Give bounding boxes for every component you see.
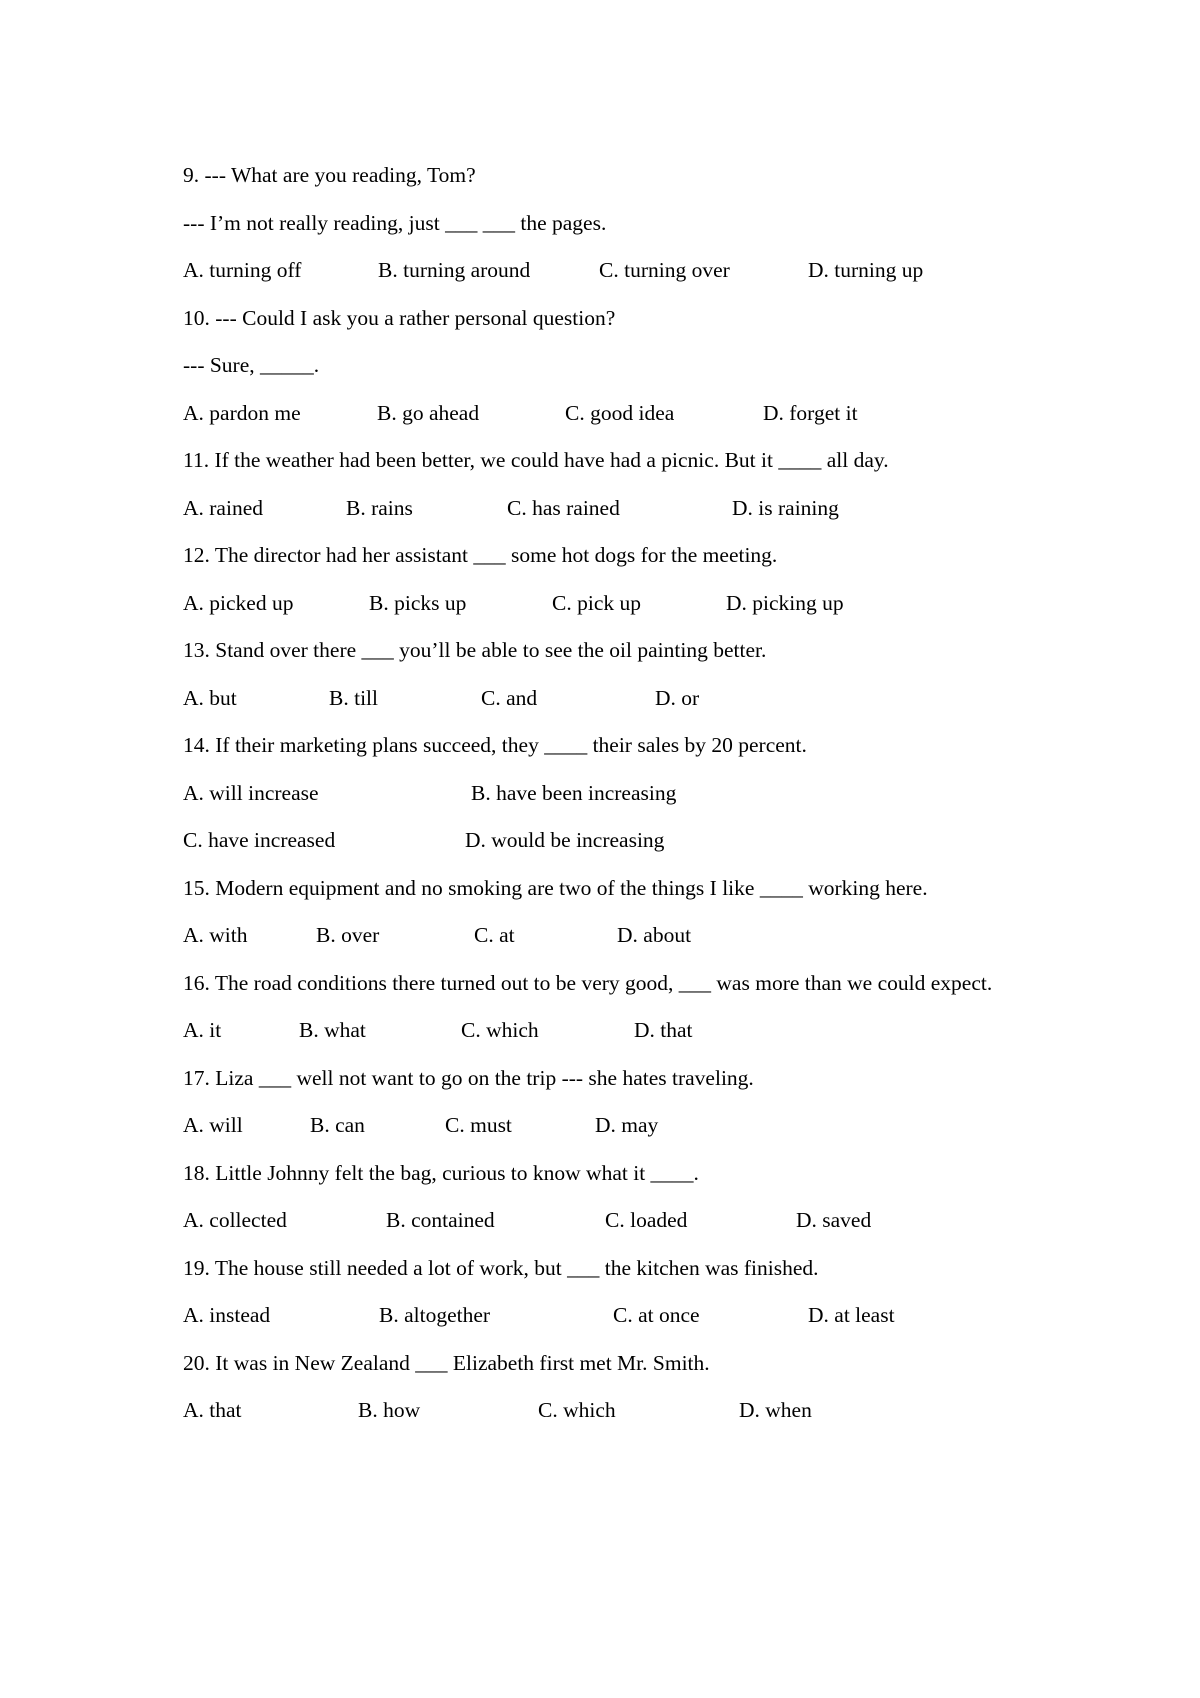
question-18-stem: 18. Little Johnny felt the bag, curious to know what it ____. [183, 1160, 699, 1185]
question-12-stem: 12. The director had her assistant ___ some hot dogs for the meeting. [183, 543, 778, 567]
option-d: D. may [595, 1113, 659, 1137]
option-b: B. altogether [379, 1303, 491, 1327]
question-19-options [183, 1292, 1027, 1340]
option-d: D. or [655, 685, 700, 710]
exam-page [183, 152, 1027, 1435]
question-19-stem: 19. The house still needed a lot of work, but ___ the kitchen was finished. [183, 1255, 819, 1280]
question-13-options [183, 675, 1027, 723]
option-c: C. loaded [605, 1208, 688, 1232]
option-a: A. instead [183, 1303, 271, 1327]
option-d: D. when [739, 1398, 812, 1422]
option-a: A. but [183, 685, 237, 710]
option-b: B. picks up [369, 590, 467, 615]
option-c: C. have increased [183, 828, 336, 852]
option-c: C. good idea [565, 400, 675, 425]
option-b: B. turning around [378, 258, 531, 282]
option-b: B. have been increasing [471, 780, 677, 805]
option-a: A. will [183, 1113, 243, 1137]
question-16-stem: 16. The road conditions there turned out to be very good, ___ was more than we could expect. [183, 970, 993, 995]
question-20-options [183, 1387, 1027, 1435]
question-12-options [183, 580, 1027, 628]
question-9-stem-reply: --- I’m not really reading, just ___ ___ the pages. [183, 210, 607, 235]
question-18-options [183, 1197, 1027, 1245]
question-13-stem: 13. Stand over there ___ you’ll be able to see the oil painting better. [183, 638, 767, 662]
option-a: A. will increase [183, 780, 319, 805]
option-c: C. must [445, 1113, 512, 1137]
option-a: A. that [183, 1398, 242, 1422]
option-a: A. rained [183, 495, 263, 520]
question-10-options [183, 390, 1027, 438]
option-b: B. rains [346, 495, 413, 520]
option-c: C. and [481, 685, 538, 710]
question-17-stem: 17. Liza ___ well not want to go on the trip --- she hates traveling. [183, 1065, 754, 1090]
option-b: B. over [316, 923, 380, 947]
option-a: A. with [183, 923, 248, 947]
question-14-stem: 14. If their marketing plans succeed, they ____ their sales by 20 percent. [183, 733, 807, 757]
option-b: B. what [299, 1018, 366, 1042]
question-10-stem-reply: --- Sure, _____. [183, 353, 320, 377]
option-c: C. turning over [599, 258, 730, 282]
option-b: B. till [329, 685, 378, 710]
question-11-options [183, 485, 1027, 533]
question-17-options [183, 1102, 1027, 1150]
question-9-stem: 9. --- What are you reading, Tom? [183, 163, 476, 187]
option-a: A. picked up [183, 590, 294, 615]
question-20-stem: 20. It was in New Zealand ___ Elizabeth first met Mr. Smith. [183, 1350, 710, 1375]
option-a: A. collected [183, 1208, 287, 1232]
option-d: D. about [617, 923, 692, 947]
option-a: A. turning off [183, 258, 302, 282]
option-c: C. at once [613, 1303, 700, 1327]
option-b: B. how [358, 1398, 421, 1422]
option-b: B. go ahead [377, 400, 480, 425]
option-a: A. it [183, 1018, 222, 1042]
question-9-options [183, 247, 1027, 295]
question-15-options [183, 912, 1027, 960]
question-11-stem: 11. If the weather had been better, we could have had a picnic. But it ____ all day. [183, 448, 889, 472]
option-a: A. pardon me [183, 400, 301, 425]
option-d: D. turning up [808, 258, 924, 282]
option-d: D. saved [796, 1208, 872, 1232]
option-d: D. is raining [732, 495, 839, 520]
question-10-stem: 10. --- Could I ask you a rather personal question? [183, 305, 616, 330]
option-d: D. that [634, 1018, 693, 1042]
question-16-options [183, 1007, 1027, 1055]
question-14-options-row1 [183, 770, 1027, 818]
option-c: C. has rained [507, 495, 620, 520]
question-14-options-row2 [183, 817, 1027, 865]
option-d: D. picking up [726, 590, 844, 615]
option-d: D. forget it [763, 400, 858, 425]
option-b: B. contained [386, 1208, 495, 1232]
option-b: B. can [310, 1113, 365, 1137]
option-c: C. pick up [552, 590, 641, 615]
option-c: C. at [474, 923, 515, 947]
option-d: D. at least [808, 1303, 895, 1327]
option-d: D. would be increasing [465, 828, 665, 852]
question-15-stem: 15. Modern equipment and no smoking are two of the things I like ____ working here. [183, 875, 928, 900]
option-c: C. which [461, 1018, 539, 1042]
option-c: C. which [538, 1398, 616, 1422]
